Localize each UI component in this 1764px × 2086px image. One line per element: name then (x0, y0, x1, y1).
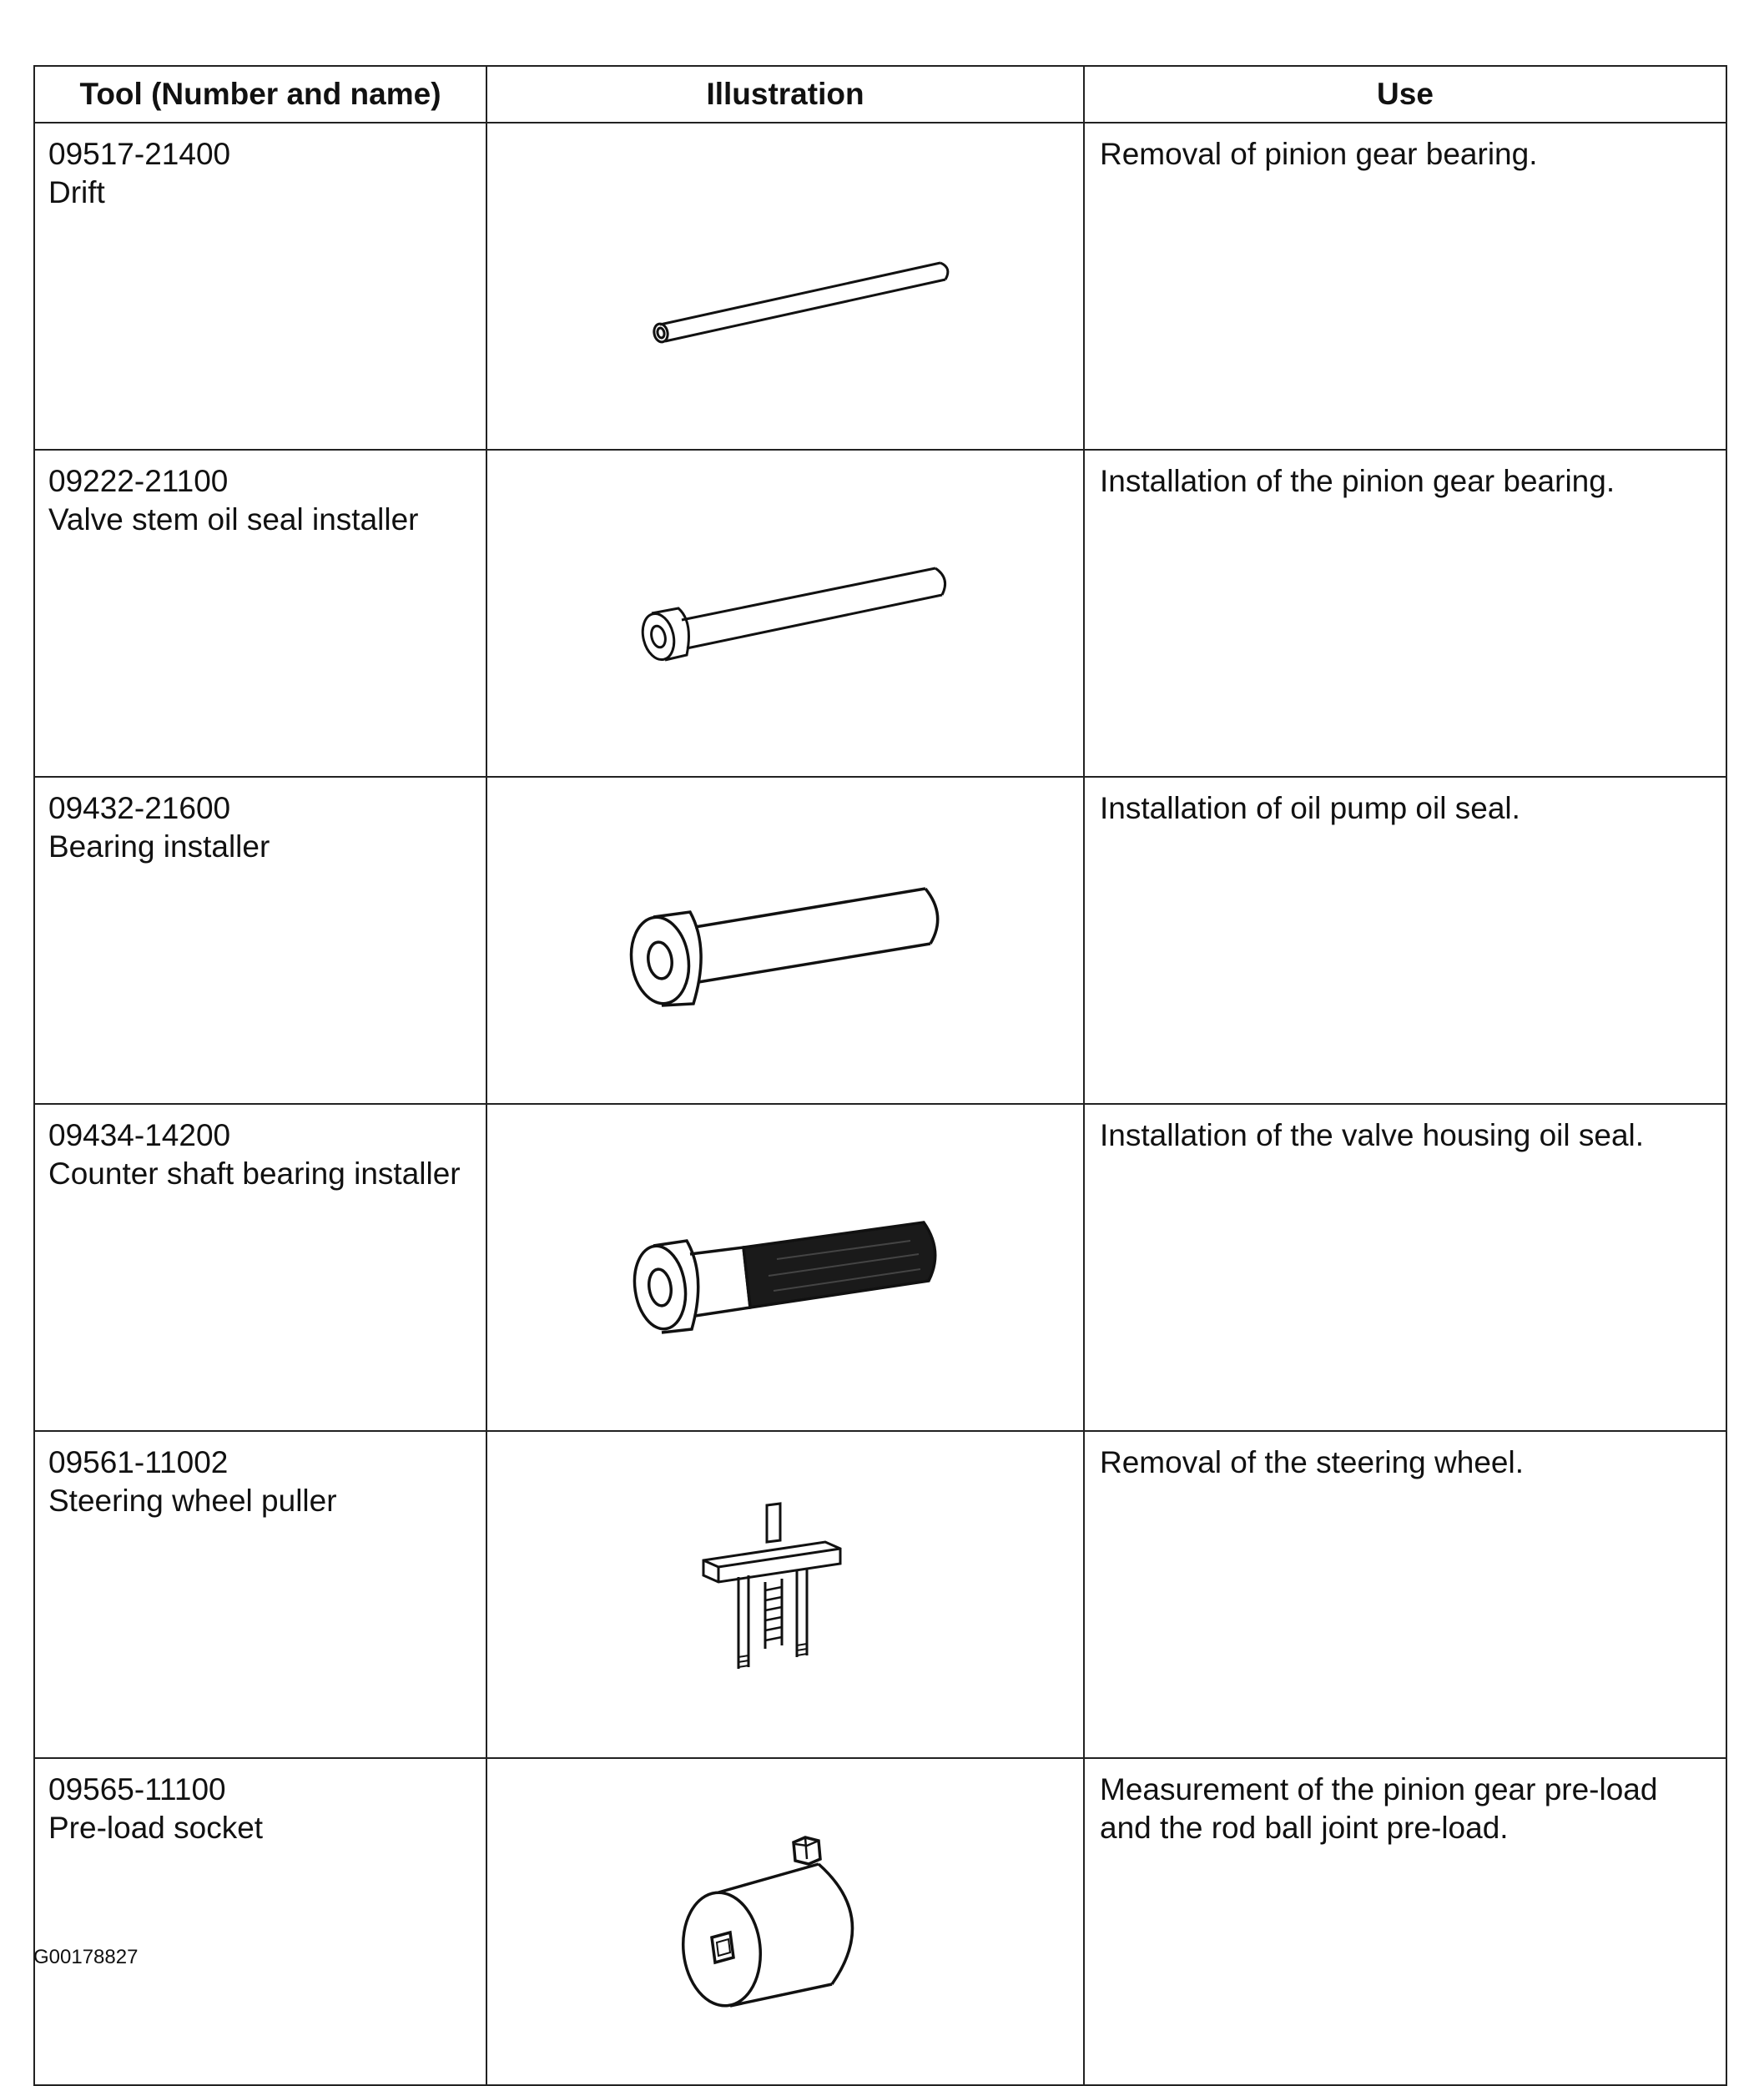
table-row (34, 1431, 1726, 1758)
use-cell: Removal of the steering wheel. (1084, 1431, 1726, 1758)
special-tools-table (33, 65, 1727, 2086)
tool-number: 09434-14200 (48, 1118, 231, 1152)
table-row (34, 123, 1726, 450)
tool-cell (34, 1758, 486, 2085)
table-row (34, 777, 1726, 1104)
bearing-installer-icon (610, 857, 960, 1024)
tool-cell (34, 1431, 486, 1758)
tool-cell (34, 777, 486, 1104)
illustration-cell (486, 1758, 1084, 2085)
header-illustration: Illustration (486, 66, 1084, 123)
valve-stem-seal-installer-icon (610, 538, 960, 688)
tool-number: 09565-11100 (48, 1772, 226, 1806)
header-tool: Tool (Number and name) (34, 66, 486, 123)
tool-number: 09517-21400 (48, 137, 231, 171)
header-row (34, 66, 1726, 123)
tool-cell (34, 450, 486, 777)
illustration-cell (486, 1104, 1084, 1431)
use-cell: Installation of oil pump oil seal. (1084, 777, 1726, 1104)
illustration-cell (486, 777, 1084, 1104)
tool-name: Valve stem oil seal installer (48, 502, 419, 537)
counter-shaft-bearing-installer-icon (610, 1184, 960, 1351)
tool-cell (34, 1104, 486, 1431)
use-cell: Removal of pinion gear bearing. (1084, 123, 1726, 450)
table-row (34, 450, 1726, 777)
table-row (34, 1104, 1726, 1431)
header-use: Use (1084, 66, 1726, 123)
use-cell: Installation of the valve housing oil seal. (1084, 1104, 1726, 1431)
use-cell: Installation of the pinion gear bearing. (1084, 450, 1726, 777)
illustration-cell (486, 450, 1084, 777)
use-cell: Measurement of the pinion gear pre-load and the rod ball joint pre-load. (1084, 1758, 1726, 2085)
tool-cell (34, 123, 486, 450)
tool-name: Steering wheel puller (48, 1484, 337, 1518)
steering-wheel-puller-icon (668, 1490, 902, 1699)
pre-load-socket-icon (660, 1826, 910, 2018)
figure-code: G00178827 (33, 1946, 139, 1968)
tool-number: 09432-21600 (48, 791, 231, 825)
table-row (34, 1758, 1726, 2085)
tool-number: 09222-21100 (48, 464, 229, 498)
tool-name: Bearing installer (48, 829, 270, 864)
tool-name: Counter shaft bearing installer (48, 1156, 461, 1191)
drift-icon (610, 219, 960, 353)
tool-number: 09561-11002 (48, 1445, 229, 1479)
tool-name: Pre-load socket (48, 1811, 264, 1845)
illustration-cell (486, 1431, 1084, 1758)
tool-name: Drift (48, 175, 105, 209)
illustration-cell (486, 123, 1084, 450)
